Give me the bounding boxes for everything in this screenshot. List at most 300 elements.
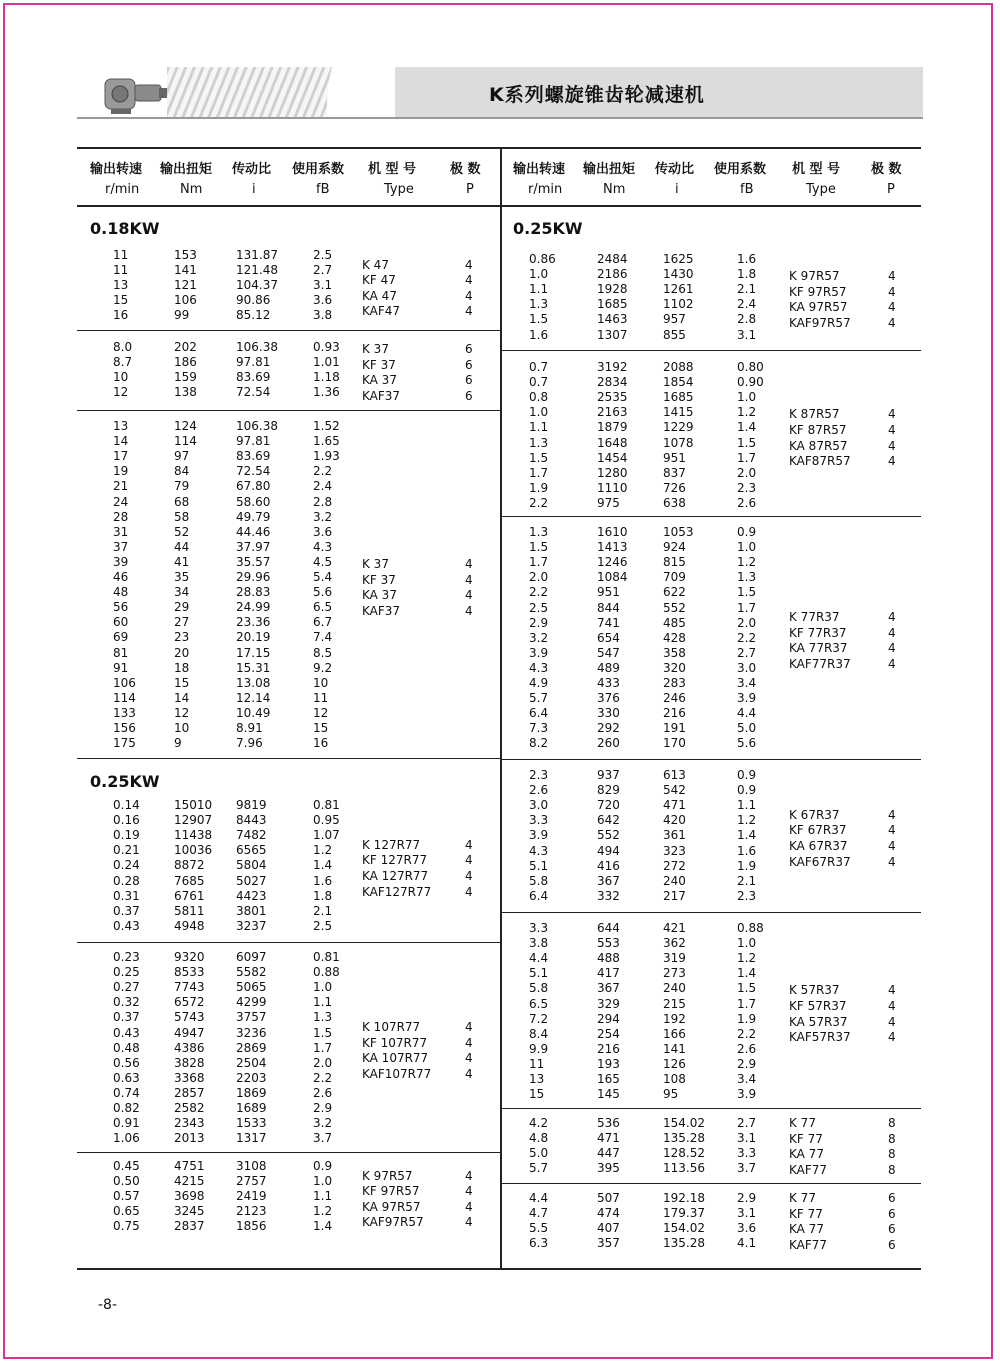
model-type: KF 107R77 [362,1035,428,1050]
column-header-cn: 使用系数 [714,162,767,177]
table-cell: 5.8 [529,981,549,996]
table-cell: 536 [597,1116,620,1130]
table-cell: 4947 [174,1025,205,1040]
table-cell: 6.4 [529,706,549,721]
table-cell: 1879 [597,420,628,435]
table-cell: 2.4 [313,479,333,494]
table-cell: 0.74 [113,1085,140,1100]
model-type: KF 127R77 [362,853,428,868]
table-cell: 1.93 [313,449,340,464]
table-cell: 19 [113,464,129,479]
model-type: KA 97R57 [789,300,848,315]
table-cell: 0.14 [113,798,140,812]
table-cell: 3698 [174,1189,205,1204]
table-cell: 5582 [236,965,267,980]
model-type: KF 87R57 [789,422,847,437]
table-cell: 0.8 [529,390,549,405]
table-cell: 488 [597,951,620,966]
table-cell: 0.81 [313,798,340,812]
table-cell: 4.1 [737,1236,757,1251]
table-cell: 1856 [236,1219,267,1234]
table-cell: 2123 [236,1204,267,1219]
table-cell: 2.1 [313,903,333,918]
model-type: KF 77 [789,1131,823,1146]
table-cell: 106 [113,675,136,690]
column-header-en: fB [740,182,754,197]
table-cell: 11 [529,1056,545,1071]
table-cell: 12 [313,705,329,720]
table-cell: 217 [663,888,686,903]
table-cell: 3.8 [529,936,549,951]
table-cell: 1.6 [737,843,757,858]
table-cell: 0.16 [113,813,140,828]
table-cell: 9819 [236,798,267,812]
table-cell: 91 [113,660,129,675]
table-cell: 2.6 [737,1041,757,1056]
table-cell: 1.1 [737,798,757,813]
table-cell: 1.18 [313,370,340,385]
table-cell: 0.93 [313,340,340,354]
model-type: KF 37 [362,572,396,587]
pole-count: 4 [465,1168,473,1183]
table-cell: 20 [174,645,190,660]
table-cell: 79 [174,479,190,494]
table-cell: 58 [174,509,190,524]
table-cell: 12 [174,705,190,720]
table-cell: 5.7 [529,691,549,706]
table-cell: 4.4 [529,951,549,966]
table-cell: 2.2 [529,495,549,510]
table-cell: 1110 [597,480,628,495]
group-separator [502,912,921,913]
model-type: KAF87R57 [789,454,851,469]
model-type: KAF57R37 [789,1030,851,1045]
table-cell: 1317 [236,1131,267,1146]
table-cell: 3192 [597,360,628,374]
table-cell: 1.4 [737,420,757,435]
table-cell: 2.6 [313,1085,333,1100]
table-cell: 362 [663,936,686,951]
table-cell: 3.4 [737,1072,757,1086]
model-type: KF 57R37 [789,999,847,1013]
table-cell: 638 [663,495,686,510]
table-cell: 1685 [597,297,628,312]
table-cell: 1.7 [737,450,757,465]
table-cell: 153 [174,248,197,262]
column-header-cn: 传动比 [655,162,695,177]
table-cell: 975 [597,495,620,510]
pole-count: 4 [465,556,473,571]
table-cell: 471 [663,798,686,813]
table-cell: 0.88 [737,921,764,935]
table-cell: 320 [663,660,686,675]
table-cell: 1.0 [737,390,757,405]
table-cell: 3.2 [529,630,549,645]
table-cell: 2582 [174,1101,205,1115]
table-cell: 1685 [663,390,694,405]
table-cell: 1689 [236,1101,267,1115]
column-header-en: r/min [528,182,563,197]
pole-count: 6 [888,1206,896,1221]
table-cell: 2857 [174,1085,205,1100]
model-type: KAF97R57 [362,1215,424,1230]
table-cell: 104.37 [236,278,278,293]
table-cell: 428 [663,630,686,645]
table-cell: 13 [113,278,129,293]
table-cell: 489 [597,660,620,675]
column-header-cn: 输出扭矩 [160,162,213,177]
table-cell: 323 [663,843,686,858]
table-cell: 7685 [174,873,205,888]
table-cell: 0.48 [113,1040,140,1055]
table-cell: 937 [597,768,620,782]
table-cell: 1.0 [313,980,333,995]
model-type: KA 47 [362,288,397,303]
table-cell: 0.56 [113,1055,140,1070]
table-cell: 44 [174,539,190,554]
table-cell: 2013 [174,1131,205,1146]
table-cell: 2.7 [737,645,757,660]
table-cell: 166 [663,1026,686,1041]
table-cell: 3801 [236,903,267,918]
table-cell: 9320 [174,950,205,964]
table-cell: 179.37 [663,1206,705,1221]
table-cell: 34 [174,585,190,600]
pole-count: 8 [888,1147,896,1162]
column-header-cn: 使用系数 [292,162,345,177]
table-cell: 5743 [174,1010,205,1025]
table-cell: 2.2 [529,585,549,600]
table-cell: 128.52 [663,1146,705,1161]
table-cell: 6.4 [529,888,549,903]
table-cell: 2504 [236,1055,267,1070]
table-cell: 7743 [174,980,205,995]
table-cell: 186 [174,355,197,370]
table-cell: 2834 [597,375,628,390]
model-type: KF 47 [362,273,396,288]
table-cell: 8.5 [313,645,333,660]
table-cell: 1.7 [313,1040,333,1055]
table-cell: 3.0 [737,660,757,675]
table-cell: 0.7 [529,375,549,390]
table-cell: 165 [597,1072,620,1086]
pole-count: 4 [888,315,896,330]
table-cell: 4.4 [737,706,757,721]
pole-count: 4 [888,823,896,838]
model-type: KA 77 [789,1147,824,1162]
table-cell: 416 [597,858,620,873]
column-header-en: r/min [105,182,140,197]
table-cell: 2.4 [737,297,757,312]
model-type: KAF97R57 [789,315,851,330]
table-cell: 3245 [174,1204,205,1219]
pole-count: 4 [465,257,473,272]
table-cell: 3.6 [313,293,333,308]
table-cell: 83.69 [236,370,271,385]
model-type: K 127R77 [362,837,421,852]
table-cell: 0.23 [113,950,140,964]
table-cell: 240 [663,873,686,888]
table-cell: 951 [663,450,686,465]
table-cell: 3237 [236,918,267,933]
group-separator [77,330,500,331]
table-cell: 6572 [174,995,205,1010]
table-cell: 0.9 [737,783,757,798]
table-cell: 6.3 [529,1236,549,1251]
table-cell: 0.82 [113,1101,140,1115]
table-cell: 4.8 [529,1131,549,1146]
table-cell: 95 [663,1087,679,1102]
table-cell: 1.5 [737,435,757,450]
table-cell: 4.3 [313,539,333,554]
table-cell: 1.3 [529,435,549,450]
table-cell: 542 [663,783,686,798]
table-cell: 106.38 [236,419,278,433]
table-cell: 3.9 [737,691,757,706]
table-cell: 421 [663,921,686,935]
model-type: KF 77R37 [789,625,847,640]
table-cell: 2.7 [737,1116,757,1130]
table-cell: 644 [597,921,620,935]
table-cell: 9.9 [529,1041,549,1056]
table-cell: 5.6 [313,585,333,600]
table-cell: 1.9 [737,858,757,873]
table-cell: 0.88 [313,965,340,980]
table-cell: 7.4 [313,630,333,645]
table-cell: 5.4 [313,570,333,584]
table-cell: 720 [597,798,620,813]
pole-count: 4 [465,1035,473,1050]
table-cell: 3.9 [529,645,549,660]
table-cell: 97 [174,449,190,464]
column-header-cn: 机 型 号 [368,162,417,177]
table-cell: 1625 [663,252,694,266]
pole-count: 4 [465,588,473,603]
table-cell: 1.5 [529,540,549,555]
table-cell: 553 [597,936,620,951]
table-cell: 4386 [174,1040,205,1055]
table-cell: 192.18 [663,1191,705,1205]
table-cell: 0.43 [113,1025,140,1040]
table-cell: 361 [663,828,686,843]
table-cell: 1.5 [529,312,549,327]
pole-count: 4 [465,853,473,868]
table-cell: 9.2 [313,660,333,675]
table-cell: 15 [174,675,190,690]
table-cell: 420 [663,813,686,828]
table-cell: 6097 [236,950,267,964]
table-cell: 1.36 [313,385,340,400]
table-cell: 1.06 [113,1131,140,1146]
model-type: K 87R57 [789,407,840,422]
table-cell: 2.3 [737,480,757,495]
table-cell: 11438 [174,828,213,843]
table-cell: 0.24 [113,858,140,873]
table-cell: 4215 [174,1174,205,1189]
table-cell: 10 [174,721,190,735]
table-cell: 114 [174,434,197,449]
table-cell: 0.63 [113,1070,140,1085]
table-cell: 741 [597,615,620,630]
column-header-en: P [466,182,474,197]
table-cell: 2.5 [529,600,549,615]
column-header-en: P [887,182,895,197]
table-cell: 10 [313,675,329,690]
pole-count: 4 [888,999,896,1013]
table-cell: 3.4 [737,676,757,690]
table-cell: 15 [113,293,129,308]
pole-count: 4 [465,288,473,303]
table-cell: 3.7 [737,1161,757,1176]
table-cell: 215 [663,996,686,1011]
table-cell: 68 [174,494,190,509]
table-cell: 254 [597,1026,620,1041]
table-cell: 193 [597,1056,620,1071]
table-cell: 3757 [236,1010,267,1025]
table-cell: 3236 [236,1025,267,1040]
table-cell: 407 [597,1221,620,1236]
table-cell: 126 [663,1056,686,1071]
pole-count: 4 [465,603,473,618]
table-cell: 1.2 [737,405,757,420]
table-cell: 1.0 [529,267,549,282]
table-cell: 3.1 [737,327,757,342]
table-cell: 2.5 [313,918,333,933]
table-cell: 2.7 [313,263,333,278]
panel-divider [500,147,502,1268]
table-cell: 4.5 [313,554,333,569]
table-cell: 376 [597,691,620,706]
pole-count: 4 [888,269,896,284]
table-cell: 1084 [597,570,628,585]
model-type: KAF37 [362,603,401,618]
table-cell: 121 [174,278,197,293]
table-cell: 17 [113,449,129,464]
table-cell: 35.57 [236,554,271,569]
table-cell: 31 [113,524,129,539]
table-cell: 3368 [174,1070,205,1085]
table-cell: 0.81 [313,950,340,964]
table-cell: 1.6 [529,327,549,342]
model-type: K 67R37 [789,807,840,822]
table-cell: 5811 [174,903,205,918]
group-separator [502,516,921,517]
table-cell: 246 [663,691,686,706]
table-cell: 2.0 [529,570,549,585]
table-cell: 2.2 [737,1026,757,1041]
table-cell: 0.90 [737,375,764,390]
header-banner [77,67,923,119]
pole-count: 4 [465,572,473,587]
group-separator [502,350,921,351]
table-cell: 81 [113,645,129,660]
table-cell: 191 [663,721,686,736]
table-cell: 141 [174,263,197,278]
model-type: KA 97R57 [362,1199,421,1214]
model-type: KF 97R57 [362,1184,420,1199]
pole-count: 4 [465,868,473,883]
pole-count: 4 [465,837,473,852]
table-cell: 156 [113,721,136,735]
table-cell: 8.91 [236,721,263,735]
table-cell: 0.25 [113,965,140,980]
table-cell: 2.8 [313,494,333,509]
model-type: K 77R37 [789,610,840,625]
pole-count: 4 [888,656,896,671]
table-cell: 1.5 [313,1025,333,1040]
column-header-cn: 输出转速 [90,162,143,177]
table-cell: 8.2 [529,736,549,751]
table-cell: 5.1 [529,966,549,981]
table-cell: 319 [663,951,686,966]
pole-count: 4 [465,304,473,319]
table-cell: 0.45 [113,1159,140,1173]
table-cell: 8872 [174,858,205,873]
model-type: KA 107R77 [362,1051,429,1066]
table-cell: 145 [597,1087,620,1102]
table-cell: 1.4 [313,1219,333,1234]
pole-count: 4 [465,884,473,899]
table-cell: 3.9 [529,828,549,843]
table-cell: 1.3 [313,1010,333,1025]
group-separator [77,758,500,759]
table-cell: 1.3 [737,570,757,585]
table-cell: 1.0 [737,540,757,555]
table-cell: 1648 [597,435,628,450]
table-cell: 6.5 [529,996,549,1011]
table-cell: 507 [597,1191,620,1205]
model-type: KA 77R37 [789,641,848,656]
table-cell: 1.3 [529,525,549,539]
table-cell: 16 [113,308,129,323]
table-cell: 1610 [597,525,628,539]
header-rule [502,205,921,207]
table-cell: 20.19 [236,630,271,645]
table-cell: 17.15 [236,645,271,660]
table-cell: 4948 [174,918,205,933]
table-cell: 2484 [597,252,628,266]
table-cell: 1.9 [529,480,549,495]
model-type: KF 37 [362,357,396,372]
table-cell: 2343 [174,1116,205,1131]
model-type: K 47 [362,257,389,272]
table-cell: 4.3 [529,843,549,858]
table-cell: 1.2 [737,951,757,966]
table-cell: 5.0 [529,1146,549,1161]
table-cell: 1102 [663,297,694,312]
pole-count: 4 [888,407,896,422]
table-cell: 0.9 [313,1159,333,1173]
table-cell: 13 [113,419,129,433]
table-cell: 39 [113,554,129,569]
pole-count: 6 [888,1191,896,1205]
table-cell: 23.36 [236,615,271,630]
table-cell: 12.14 [236,690,271,705]
table-cell: 2203 [236,1070,267,1085]
table-cell: 0.91 [113,1116,140,1131]
table-cell: 0.7 [529,360,549,374]
model-type: KA 37 [362,588,397,603]
table-cell: 6565 [236,843,267,858]
model-type: KA 77 [789,1222,824,1237]
table-cell: 272 [663,858,686,873]
table-cell: 5804 [236,858,267,873]
table-cell: 3.2 [313,509,333,524]
table-cell: 0.37 [113,903,140,918]
model-type: KAF77 [789,1162,828,1177]
table-cell: 15 [313,721,329,735]
table-cell: 924 [663,540,686,555]
